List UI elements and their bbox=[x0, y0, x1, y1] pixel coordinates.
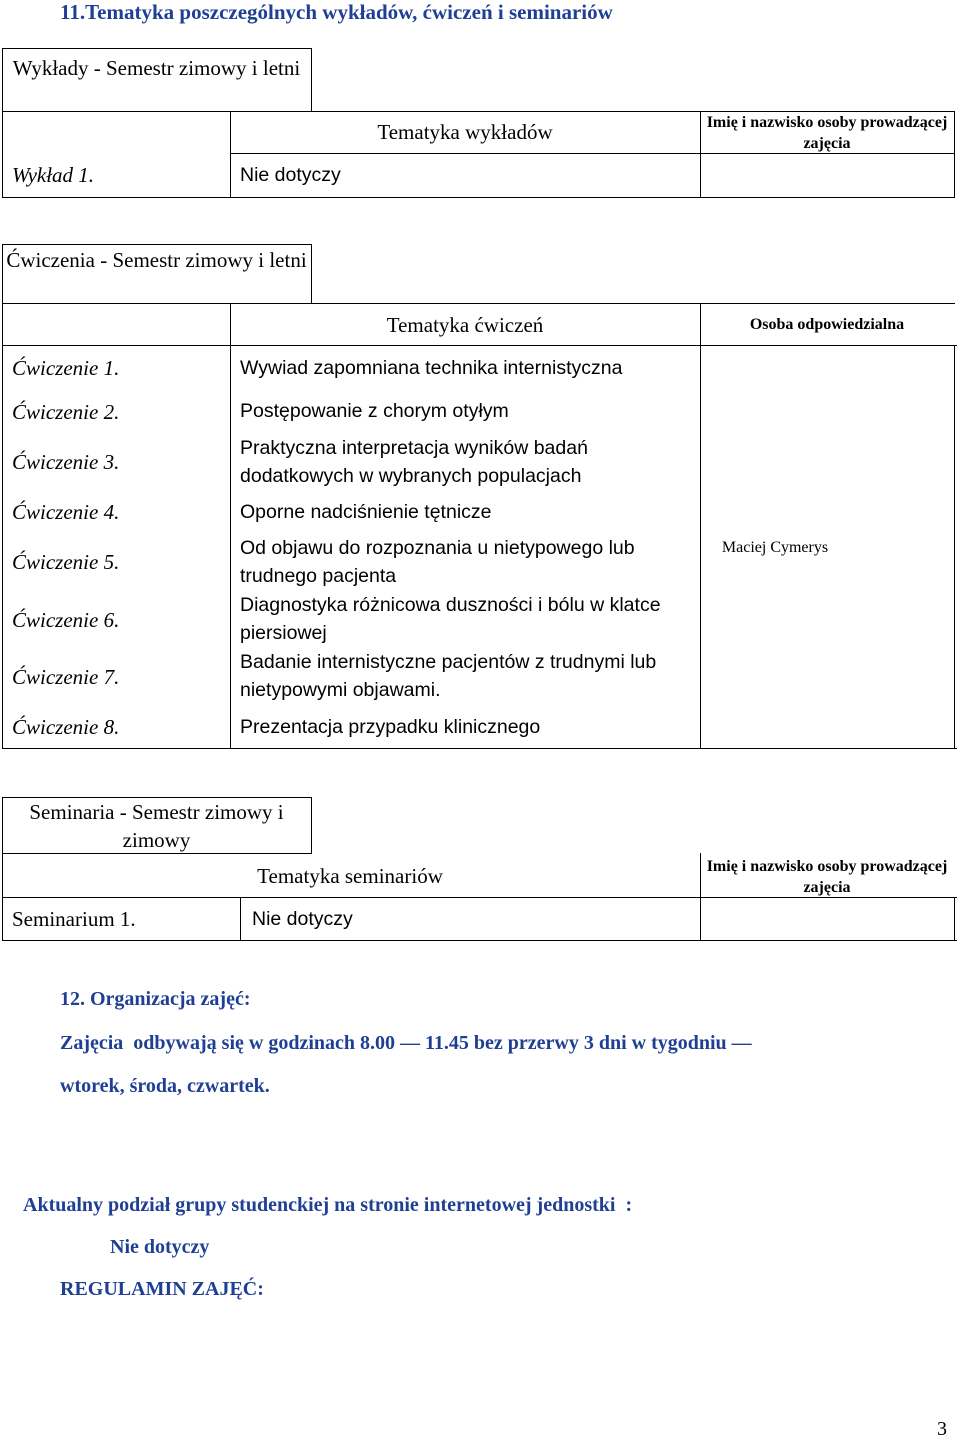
exercise-topic-2: Postępowanie z chorym otyłym bbox=[240, 400, 509, 422]
exercises-topic-header: Tematyka ćwiczeń bbox=[386, 313, 544, 337]
exercise-topic-1: Wywiad zapomniana technika internistyczna bbox=[240, 357, 623, 379]
exercise-topic-5: Od objawu do rozpoznania u nietypowego lub trudnego pacjenta bbox=[240, 537, 635, 587]
exercise-topic-8: Prezentacja przypadku klinicznego bbox=[240, 716, 541, 738]
lectures-person-header: Imię i nazwisko osoby prowadzącej zajęcia bbox=[706, 114, 948, 152]
organization-line-1: Zajęcia odbywają się w godzinach 8.00 — 11.45 bez przerwy 3 dni w tygodniu — bbox=[60, 1032, 752, 1054]
lecture-topic: Nie dotyczy bbox=[240, 164, 341, 186]
seminars-header-left: Seminaria - Semestr zimowy i zimowy bbox=[29, 800, 284, 852]
lecture-label: Wykład 1. bbox=[12, 163, 95, 187]
exercise-label-3: Ćwiczenie 3. bbox=[12, 450, 120, 474]
division-heading: Aktualny podział grupy studenckiej na stronie internetowej jednostki : bbox=[23, 1194, 633, 1216]
exercise-label-7: Ćwiczenie 7. bbox=[12, 665, 120, 689]
exercises-person-header: Osoba odpowiedzialna bbox=[749, 316, 905, 333]
page-number: 3 bbox=[937, 1418, 947, 1440]
exercise-topic-3: Praktyczna interpretacja wyników badań dodatkowych w wybranych populacjach bbox=[240, 437, 588, 487]
lectures-topic-header: Tematyka wykładów bbox=[377, 120, 553, 144]
exercises-person: Maciej Cymerys bbox=[721, 539, 829, 556]
section-title: 11.Tematyka poszczególnych wykładów, ćwiczeń i seminariów bbox=[60, 0, 613, 24]
exercise-label-1: Ćwiczenie 1. bbox=[12, 356, 120, 380]
division-value: Nie dotyczy bbox=[110, 1236, 210, 1258]
seminar-label: Seminarium 1. bbox=[12, 907, 136, 931]
exercise-topic-7: Badanie internistyczne pacjentów z trudnymi lub nietypowymi objawami. bbox=[240, 651, 657, 701]
exercise-label-2: Ćwiczenie 2. bbox=[12, 400, 120, 424]
regulations-heading: REGULAMIN ZAJĘĆ: bbox=[60, 1278, 264, 1300]
exercise-label-4: Ćwiczenie 4. bbox=[12, 500, 120, 524]
seminars-topic-header: Tematyka seminariów bbox=[257, 864, 443, 888]
lectures-header-left: Wykłady - Semestr zimowy i letni bbox=[12, 56, 301, 80]
organization-heading: 12. Organizacja zajęć: bbox=[60, 988, 251, 1010]
exercise-label-6: Ćwiczenie 6. bbox=[12, 608, 120, 632]
seminars-person-header: Imię i nazwisko osoby prowadzącej zajęcia bbox=[706, 858, 948, 896]
exercise-label-5: Ćwiczenie 5. bbox=[12, 550, 120, 574]
exercises-header-left: Ćwiczenia - Semestr zimowy i letni bbox=[6, 248, 307, 272]
exercise-topic-4: Oporne nadciśnienie tętnicze bbox=[240, 501, 492, 523]
exercise-topic-6: Diagnostyka różnicowa duszności i bólu w klatce piersiowej bbox=[240, 594, 661, 644]
seminar-topic: Nie dotyczy bbox=[252, 908, 353, 930]
organization-line-2: wtorek, środa, czwartek. bbox=[60, 1075, 270, 1097]
exercise-label-8: Ćwiczenie 8. bbox=[12, 715, 120, 739]
